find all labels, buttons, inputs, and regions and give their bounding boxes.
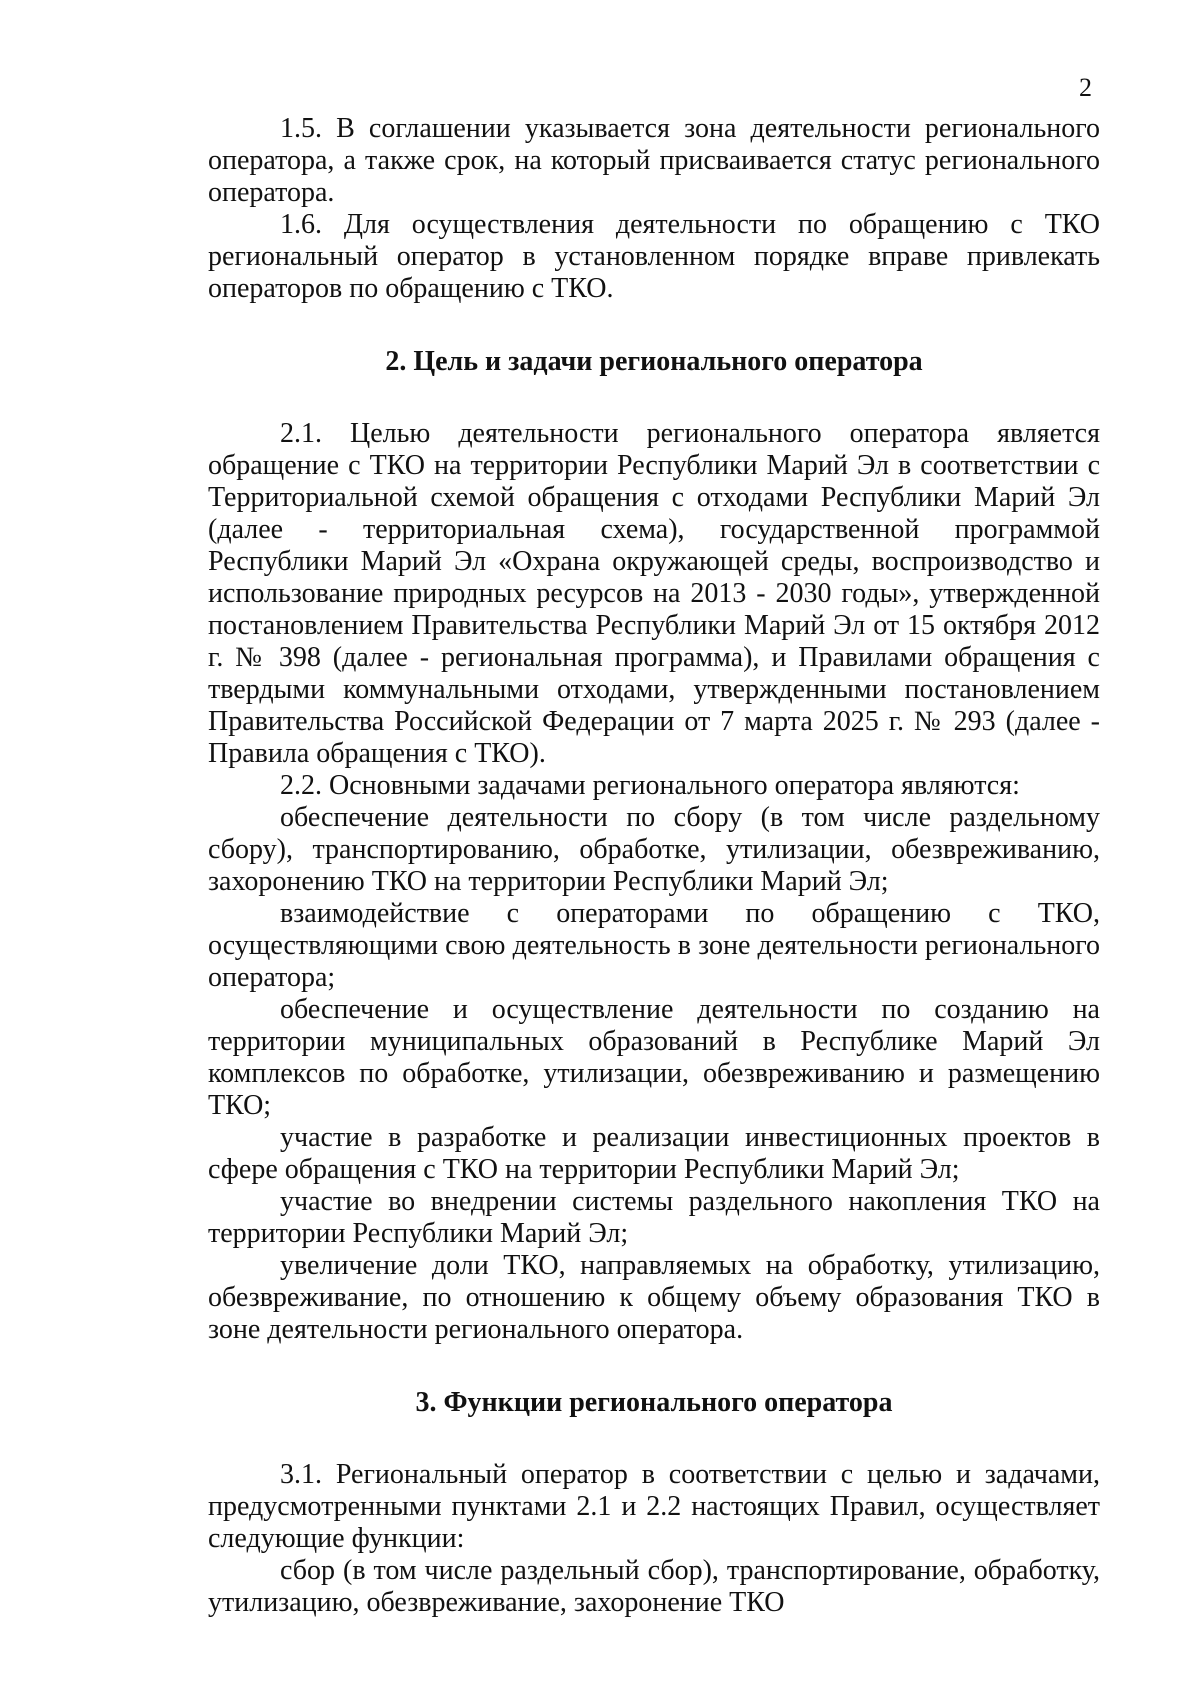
task-item: обеспечение и осуществление деятельности по созданию на территории муниципальных образований в Республике Марий Эл комплексов по обработке, утилизации, обезвреживанию и размещению ТКО; xyxy=(208,994,1100,1121)
paragraph-1-5: 1.5. В соглашении указывается зона деятельности регионального оператора, а также срок, на который присваивается статус регионального оператора. xyxy=(208,113,1100,208)
paragraph-2-2: 2.2. Основными задачами регионального оператора являются: xyxy=(280,770,1020,801)
page-number: 2 xyxy=(1079,73,1092,102)
task-item: увеличение доли ТКО, направляемых на обработку, утилизацию, обезвреживание, по отношению к общему объему образования ТКО в зоне деятельности регионального оператора. xyxy=(208,1250,1100,1345)
task-item: взаимодействие с операторами по обращению с ТКО, осуществляющими свою деятельность в зоне деятельности регионального оператора; xyxy=(208,898,1100,993)
task-item: участие в разработке и реализации инвестиционных проектов в сфере обращения с ТКО на территории Республики Марий Эл; xyxy=(208,1122,1100,1185)
paragraph-3-1: 3.1. Региональный оператор в соответствии с целью и задачами, предусмотренными пунктами 2.1 и 2.2 настоящих Правил, осуществляет следующие функции: xyxy=(208,1459,1100,1554)
section-2-heading: 2. Цель и задачи регионального оператора xyxy=(385,346,923,377)
function-item: сбор (в том числе раздельный сбор), транспортирование, обработку, утилизацию, обезвреживание, захоронение ТКО xyxy=(208,1555,1100,1618)
section-3-heading: 3. Функции регионального оператора xyxy=(415,1387,893,1418)
task-item: участие во внедрении системы раздельного накопления ТКО на территории Республики Марий Эл; xyxy=(208,1186,1100,1249)
paragraph-1-6: 1.6. Для осуществления деятельности по обращению с ТКО региональный оператор в установленном порядке вправе привлекать операторов по обращению с ТКО. xyxy=(208,209,1100,304)
task-item: обеспечение деятельности по сбору (в том числе раздельному сбору), транспортированию, обработке, утилизации, обезвреживанию, захоронению ТКО на территории Республики Марий Эл; xyxy=(208,802,1100,897)
document-body xyxy=(208,113,1100,1619)
paragraph-2-1: 2.1. Целью деятельности регионального оператора является обращение с ТКО на территории Республики Марий Эл в соответствии с Территориальной схемой обращения с отходами Республики Марий Эл (далее - территориальная схема), государственной программой Республики Марий Эл «Охрана окружающей среды, воспроизводство и использование природных ресурсов на 2013 - 2030 годы», утвержденной постановлением Правительства Республики Марий Эл от 15 октября 2012 г. № 398 (далее - региональная программа), и Правилами обращения с твердыми коммунальными отходами, утвержденными постановлением Правительства Российской Федерации от 7 марта 2025 г. № 293 (далее - Правила обращения с ТКО). xyxy=(208,418,1100,769)
